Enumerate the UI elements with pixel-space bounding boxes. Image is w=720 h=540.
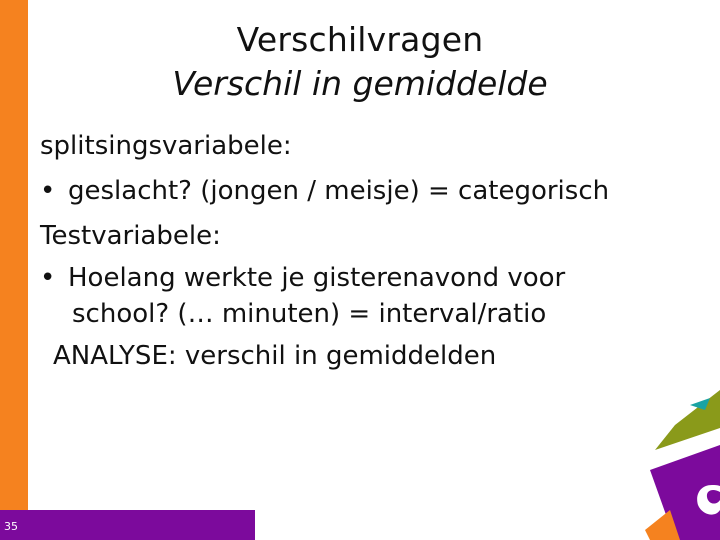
bullet-item-gender-text: geslacht? (jongen / meisje) = categorisch	[68, 176, 610, 206]
analysis-line: ANALYSE: verschil in gemiddelden	[53, 341, 497, 371]
slide-subtitle: Verschil in gemiddelde	[172, 64, 548, 103]
label-splitting-variable: splitsingsvariabele:	[40, 131, 292, 161]
slide-body	[40, 124, 690, 381]
bullet-item-gender	[40, 169, 690, 214]
label-test-variable: Testvariabele:	[40, 221, 221, 251]
bullet-item-study-time-text: Hoelang werkte je gisterenavond voor	[68, 263, 566, 293]
slide-title-block	[30, 18, 690, 106]
bullet-icon: •	[40, 176, 56, 206]
bullet-icon: •	[40, 263, 56, 293]
slide-number: 35	[4, 520, 18, 533]
brand-logo	[620, 390, 720, 540]
slide-title: Verschilvragen	[236, 20, 484, 59]
bullet-item-study-time	[40, 259, 690, 297]
footer-bar	[0, 510, 255, 540]
logo-green-shape	[655, 390, 720, 450]
bullet-item-study-time-continuation: school? (… minuten) = interval/ratio	[72, 299, 547, 329]
left-accent-bar	[0, 0, 28, 540]
